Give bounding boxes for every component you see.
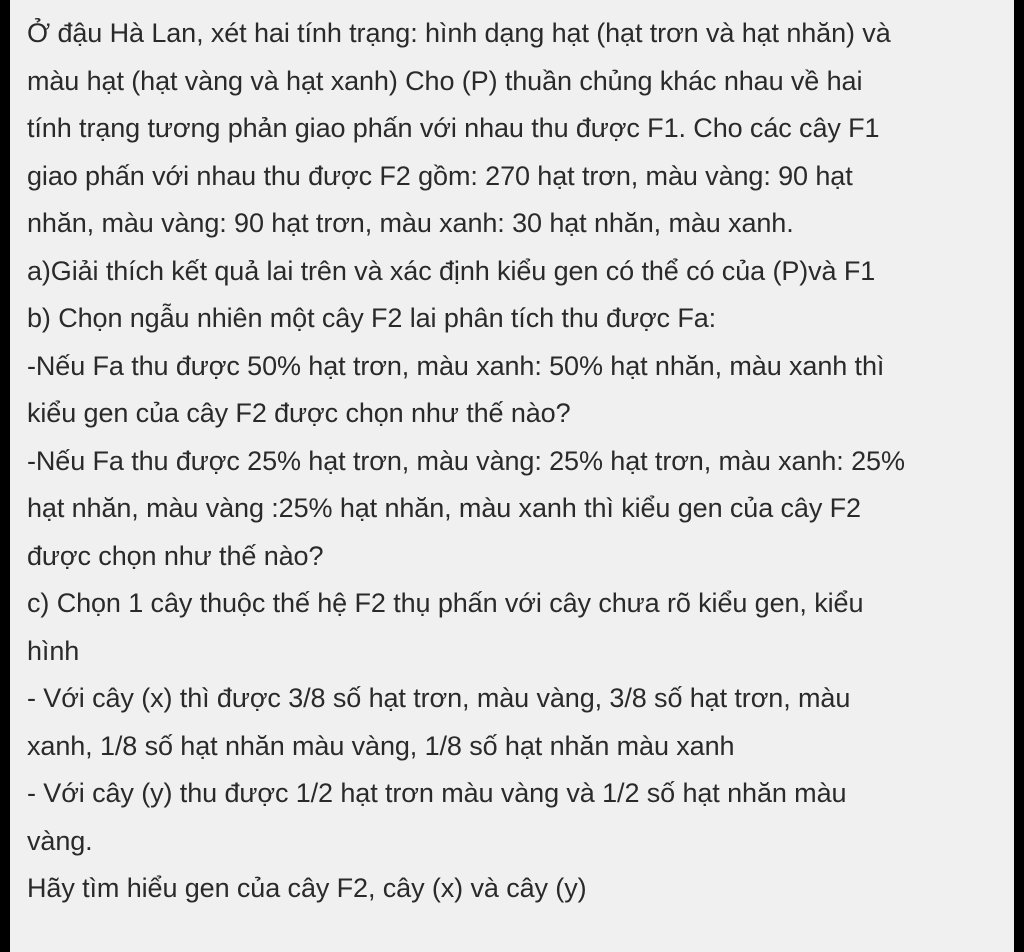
question-c-case-x: - Với cây (x) thì được 3/8 số hạt trơn, màu vàng, 3/8 số hạt trơn, màu [27,683,851,713]
question-c-case-y-cont: vàng. [27,825,93,856]
question-b: b) Chọn ngẫu nhiên một cây F2 lai phân tích thu được Fa: [27,303,717,333]
question-c-case-y: - Với cây (y) thu được 1/2 hạt trơn màu vàng và 1/2 số hạt nhăn màu [27,778,847,808]
document-page [10,0,1014,952]
question-b-case-1-cont: kiểu gen của cây F2 được chọn như thế nào? [27,398,571,428]
text-line-5: nhăn, màu vàng: 90 hạt trơn, màu xanh: 30 hạt nhăn, màu xanh. [27,208,794,238]
question-c-cont: hình [27,635,80,666]
question-b-case-2-end: được chọn như thế nào? [27,540,324,571]
text-line-4: giao phấn với nhau thu được F2 gồm: 270 hạt trơn, màu vàng: 90 hạt [27,160,853,191]
question-c-case-x-cont: xanh, 1/8 số hạt nhăn màu vàng, 1/8 số hạt nhăn màu xanh [27,730,735,761]
question-b-case-2: -Nếu Fa thu được 25% hạt trơn, màu vàng: 25% hạt trơn, màu xanh: 25% [27,445,905,476]
question-a: a)Giải thích kết quả lai trên và xác định kiểu gen có thể có của (P)và F1 [27,255,876,286]
text-line-3: tính trạng tương phản giao phấn với nhau thu được F1. Cho các cây F1 [27,113,880,143]
question-c: c) Chọn 1 cây thuộc thế hệ F2 thụ phấn với cây chưa rõ kiểu gen, kiểu [27,588,864,618]
text-line-1: Ở đậu Hà Lan, xét hai tính trạng: hình dạng hạt (hạt trơn và hạt nhăn) và [27,18,891,48]
question-b-case-2-cont: hạt nhăn, màu vàng :25% hạt nhăn, màu xanh thì kiểu gen của cây F2 [27,493,861,523]
question-b-case-1: -Nếu Fa thu được 50% hạt trơn, màu xanh: 50% hạt nhăn, màu xanh thì [27,350,885,381]
text-line-2: màu hạt (hạt vàng và hạt xanh) Cho (P) thuần chủng khác nhau về hai [27,65,863,96]
final-question: Hãy tìm hiểu gen của cây F2, cây (x) và cây (y) [27,873,587,903]
